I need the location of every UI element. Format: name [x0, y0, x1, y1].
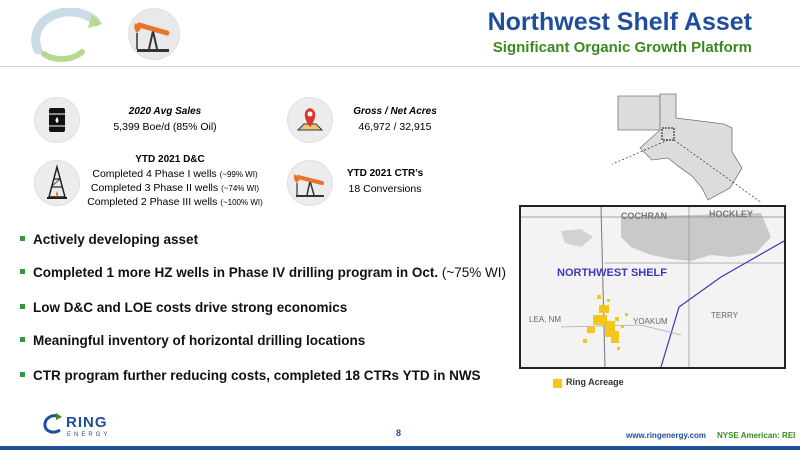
map-pin-icon: [287, 97, 333, 143]
map-label-cochran: COCHRAN: [621, 211, 667, 221]
drilling-rig-icon: [34, 160, 80, 206]
bullet-text: Actively developing asset: [33, 232, 199, 247]
dc-row-3-note: (~100% WI): [220, 198, 263, 207]
bullet-item: [20, 333, 365, 348]
bullet-text: Low D&C and LOE costs drive strong economics: [33, 300, 348, 315]
acres-value: 46,972 / 32,915: [358, 121, 432, 133]
avg-sales-value: 5,399 Boe/d (85% Oil): [113, 121, 217, 133]
map-label-terry: TERRY: [711, 311, 738, 320]
bullet-text: Completed 1 more HZ wells in Phase IV drilling program in Oct.: [33, 265, 439, 280]
legend-swatch: [553, 379, 562, 388]
dc-title: YTD 2021 D&C: [135, 154, 205, 165]
page-subtitle: Significant Organic Growth Platform: [492, 39, 752, 56]
dc-row-1-main: Completed 4 Phase I wells: [92, 168, 217, 180]
dc-row-3: [80, 196, 270, 208]
bullet-item: [20, 232, 198, 247]
bullet-item: [20, 265, 506, 280]
acres-title: Gross / Net Acres: [353, 106, 437, 117]
pumpjack-icon: [128, 8, 180, 60]
header-divider: [0, 66, 800, 67]
ring-logo-icon: [40, 412, 66, 436]
dc-row-3-main: Completed 2 Phase III wells: [87, 196, 218, 208]
footer-bar: [0, 446, 800, 450]
bullet-marker-icon: [20, 337, 25, 342]
bullet-text: CTR program further reducing costs, completed 18 CTRs YTD in NWS: [33, 368, 481, 383]
avg-sales-title: 2020 Avg Sales: [128, 106, 202, 117]
legend-label: Ring Acreage: [566, 377, 624, 387]
oil-barrel-icon: [34, 97, 80, 143]
logo-text: RING: [66, 414, 108, 431]
footer-url[interactable]: www.ringenergy.com: [626, 431, 707, 440]
map-label-lea: LEA, NM: [529, 315, 562, 324]
map-label-region: NORTHWEST SHELF: [557, 267, 667, 279]
texas-map-icon: [612, 88, 772, 203]
ctr-title: YTD 2021 CTR’s: [346, 168, 424, 179]
logo-subtext: ENERGY: [67, 432, 111, 438]
bullet-marker-icon: [20, 372, 25, 377]
map-label-hockley: HOCKLEY: [709, 209, 754, 219]
bullet-marker-icon: [20, 304, 25, 309]
dc-row-2-main: Completed 3 Phase II wells: [90, 182, 219, 194]
ring-arrows-logo-icon: [30, 8, 105, 63]
northwest-shelf-map: [519, 205, 786, 369]
bullet-text: Meaningful inventory of horizontal drilling locations: [33, 333, 366, 348]
pumpjack-small-icon: [287, 160, 333, 206]
dc-row-2: [80, 182, 270, 194]
map-label-yoakum: YOAKUM: [633, 317, 668, 326]
page-number: 8: [396, 428, 402, 438]
bullet-item: [20, 368, 481, 383]
bullet-item: [20, 300, 347, 315]
page-title: Northwest Shelf Asset: [487, 8, 752, 36]
bullet-note: (~75% WI): [438, 265, 506, 280]
footer-ticker: NYSE American: REI: [717, 431, 796, 440]
bullet-marker-icon: [20, 236, 25, 241]
ctr-value: 18 Conversions: [348, 183, 422, 195]
dc-row-1: [80, 168, 270, 180]
dc-row-1-note: (~99% WI): [219, 170, 258, 179]
bullet-marker-icon: [20, 269, 25, 274]
dc-row-2-note: (~74% WI): [221, 184, 260, 193]
